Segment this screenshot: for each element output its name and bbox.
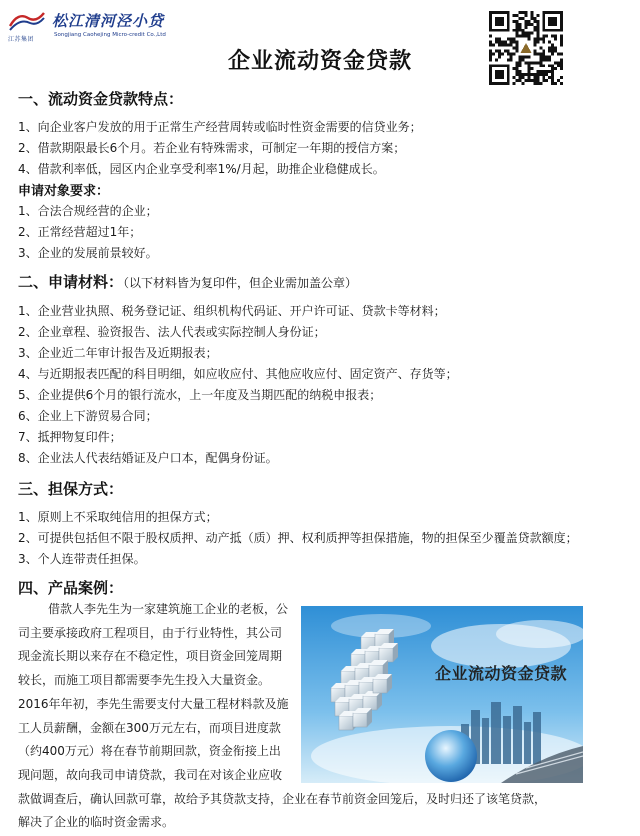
case-line: 解决了企业的临时资金需求。: [18, 815, 175, 829]
list-item: 6、企业上下游贸易合同；: [18, 409, 158, 423]
cube-face: [353, 713, 367, 727]
list-item: 3、个人连带责任担保。: [18, 552, 146, 566]
cube-face: [339, 716, 353, 730]
list-item: 2、可提供包括但不限于股权质押、动产抵（质）押、权利质押等担保措施，物的担保至少覆盖贷款额度；: [18, 531, 578, 545]
list-item: 3、企业的发展前景较好。: [18, 246, 158, 260]
list-item: 4、与近期报表匹配的科目明细，如应收应付、其他应收应付、固定资产、存货等；: [18, 367, 458, 381]
case-line: 较长，而施工项目都需要李先生投入大量资金。: [18, 673, 271, 687]
list-item: 2、借款期限最长6个月。若企业有特殊需求，可制定一年期的授信方案；: [18, 141, 406, 155]
section-heading-case: 四、产品案例：: [18, 579, 124, 597]
promo-illustration: [301, 606, 583, 783]
section-heading-materials: [18, 271, 357, 292]
company-logo: [8, 10, 166, 43]
list-item: 3、企业近二年审计报告及近期报表；: [18, 346, 218, 360]
promo-title: 企业流动资金贷款: [434, 664, 567, 683]
list-item: 1、企业营业执照、税务登记证、组织机构代码证、开户许可证、贷款卡等材料；: [18, 304, 446, 318]
list-item: 4、借款利率低，园区内企业享受利率1%/月起，助推企业稳健成长。: [18, 162, 385, 176]
case-line: 现问题，故向我司申请贷款，我司在对该企业应收: [18, 768, 283, 782]
cube-face: [379, 648, 393, 662]
cube-face: [363, 696, 377, 710]
list-item: 5、企业提供6个月的银行流水，上一年度及当期匹配的纳税申报表；: [18, 388, 382, 402]
list-item: 1、向企业客户发放的用于正常生产经营周转或临时性资金需要的信贷业务；: [18, 120, 422, 134]
case-line: 借款人李先生为一家建筑施工企业的老板，公: [48, 602, 289, 616]
materials-note: （以下材料皆为复印件，但企业需加盖公章）: [123, 276, 358, 290]
list-item: 1、原则上不采取纯信用的担保方式；: [18, 510, 218, 524]
case-line: 2016年年初，李先生需要支付大量工程材料款及施: [18, 697, 289, 711]
list-item: 8、企业法人代表结婚证及户口本，配偶身份证。: [18, 451, 278, 465]
case-line: 司主要承接政府工程项目，由于行业特性，其公司: [18, 626, 283, 640]
page-header: [0, 0, 640, 90]
list-item: 2、正常经营超过1年；: [18, 225, 142, 239]
case-line: 款做调查后，确认回款可靠，故给予其贷款支持，企业在春节前资金回笼后，及时归还了该笔贷款，: [18, 792, 547, 806]
brand-mark-icon: [8, 10, 46, 32]
case-line: 工人员薪酬，金额在300万元左右，而项目进度款: [18, 721, 281, 735]
globe-icon: [425, 730, 477, 782]
brand-english-name: Songjiang Caohejing Micro-credit Co.,Ltd: [54, 32, 166, 38]
promo-banner-image: [301, 606, 583, 783]
list-item: 7、抵押物复印件；: [18, 430, 122, 444]
group-name: 江苏集团: [8, 36, 35, 43]
list-item: 2、企业章程、验资报告、法人代表或实际控制人身份证；: [18, 325, 326, 339]
case-line: 现金流长期以来存在不稳定性，项目资金回笼周期: [18, 649, 283, 663]
section-heading-materials-label: 二、申请材料：: [18, 273, 124, 291]
list-item: 1、合法合规经营的企业；: [18, 204, 158, 218]
section-heading-guarantee: 三、担保方式：: [18, 480, 124, 498]
subheading-eligibility: 申请对象要求：: [18, 184, 110, 199]
case-line: （约400万元）将在春节前期回款，资金衔接上出: [18, 744, 281, 758]
page-title: 企业流动资金贷款: [227, 49, 412, 74]
section-heading-features: 一、流动资金贷款特点：: [18, 90, 184, 108]
brand-name: 松江清河泾小贷: [52, 12, 165, 30]
